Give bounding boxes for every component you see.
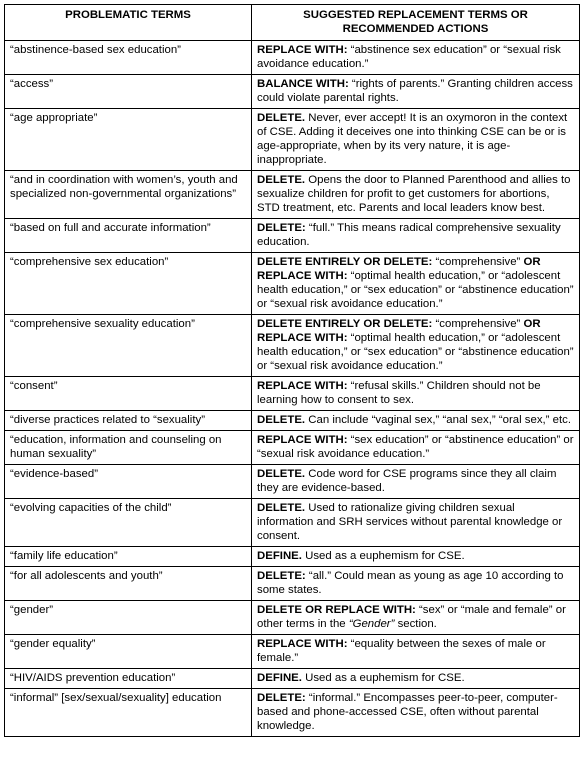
table-row — [5, 75, 580, 109]
problematic-term-cell: “education, information and counseling on human sexuality” — [5, 431, 252, 465]
terms-table-body — [5, 41, 580, 737]
table-row — [5, 635, 580, 669]
recommended-action-cell — [252, 315, 580, 377]
table-row — [5, 669, 580, 689]
action-description: “full.” This means radical comprehensive sexuality education. — [257, 222, 561, 248]
recommended-action-cell — [252, 75, 580, 109]
action-keyword: DELETE. — [257, 414, 306, 426]
action-description: “sex education” or “abstinence education” or “sexual risk avoidance education.” — [257, 434, 574, 460]
action-description: Used as a euphemism for CSE. — [301, 550, 465, 562]
action-description: “informal.” Encompasses peer-to-peer, computer-based and phone-accessed CSE, often without parental knowledge. — [257, 692, 558, 732]
header-suggested-replacements: SUGGESTED REPLACEMENT TERMS OR RECOMMENDED ACTIONS — [252, 5, 580, 41]
action-description-secondary: “optimal health education,” or “adolescent health education,” or “sex education” or “abstinence education” or “sexual risk avoidance education.” — [257, 270, 574, 310]
problematic-term-cell: “HIV/AIDS prevention education” — [5, 669, 252, 689]
problematic-term-cell: “comprehensive sexuality education” — [5, 315, 252, 377]
table-row — [5, 41, 580, 75]
action-keyword: DELETE OR REPLACE WITH: — [257, 604, 416, 616]
action-description: “abstinence sex education” or “sexual risk avoidance education.” — [257, 44, 561, 70]
action-description: Can include “vaginal sex,” “anal sex,” “oral sex,” etc. — [305, 414, 571, 426]
recommended-action-cell — [252, 547, 580, 567]
recommended-action-cell — [252, 171, 580, 219]
action-description: Opens the door to Planned Parenthood and allies to sexualize children for profit to get customers for abortions, STD treatment, etc. Parents and local leaders know best. — [257, 174, 571, 214]
action-keyword: DELETE: — [257, 570, 306, 582]
problematic-term-cell: “for all adolescents and youth” — [5, 567, 252, 601]
action-description: “refusal skills.” Children should not be learning how to consent to sex. — [257, 380, 541, 406]
action-keyword: DELETE ENTIRELY OR DELETE: — [257, 318, 433, 330]
problematic-term-cell: “informal” [sex/sexual/sexuality] education — [5, 689, 252, 737]
action-keyword: DELETE ENTIRELY OR DELETE: — [257, 256, 433, 268]
table-row — [5, 109, 580, 171]
problematic-term-cell: “abstinence-based sex education” — [5, 41, 252, 75]
recommended-action-cell — [252, 567, 580, 601]
table-row — [5, 315, 580, 377]
table-row — [5, 601, 580, 635]
action-keyword: BALANCE WITH: — [257, 78, 349, 90]
action-keyword: REPLACE WITH: — [257, 380, 348, 392]
table-row — [5, 219, 580, 253]
recommended-action-cell — [252, 689, 580, 737]
recommended-action-cell — [252, 411, 580, 431]
table-row — [5, 465, 580, 499]
action-description: “sex” or “male and female” or other terms in the — [257, 604, 566, 630]
action-keyword: REPLACE WITH: — [257, 638, 348, 650]
problematic-term-cell: “consent” — [5, 377, 252, 411]
action-keyword: DELETE. — [257, 468, 306, 480]
action-description: Used to rationalize giving children sexual information and SRH services without parental knowledge or consent. — [257, 502, 563, 542]
header-row — [5, 5, 580, 41]
action-keyword: DELETE: — [257, 692, 306, 704]
header-problematic-terms: PROBLEMATIC TERMS — [5, 5, 252, 41]
problematic-term-cell: “evidence-based” — [5, 465, 252, 499]
problematic-term-cell: “gender equality” — [5, 635, 252, 669]
action-description: “equality between the sexes of male or female.” — [257, 638, 546, 664]
action-description: “comprehensive” — [432, 256, 524, 268]
action-keyword-secondary: OR REPLACE WITH: — [257, 256, 541, 282]
action-description: Used as a euphemism for CSE. — [301, 672, 465, 684]
table-row — [5, 411, 580, 431]
recommended-action-cell — [252, 465, 580, 499]
table-row — [5, 431, 580, 465]
action-description: Code word for CSE programs since they all claim they are evidence-based. — [257, 468, 557, 494]
problematic-term-cell: “based on full and accurate information” — [5, 219, 252, 253]
problematic-term-cell: “gender” — [5, 601, 252, 635]
table-row — [5, 253, 580, 315]
problematic-term-cell: “diverse practices related to “sexuality” — [5, 411, 252, 431]
recommended-action-cell — [252, 635, 580, 669]
action-keyword-secondary: OR REPLACE WITH: — [257, 318, 541, 344]
recommended-action-cell — [252, 41, 580, 75]
action-keyword: DEFINE. — [257, 550, 302, 562]
table-row — [5, 499, 580, 547]
table-row — [5, 377, 580, 411]
action-description: “rights of parents.” Granting children access could violate parental rights. — [257, 78, 573, 104]
problematic-term-cell: “comprehensive sex education” — [5, 253, 252, 315]
recommended-action-cell — [252, 669, 580, 689]
terms-table-container — [4, 4, 579, 737]
action-keyword: DELETE. — [257, 502, 306, 514]
recommended-action-cell — [252, 377, 580, 411]
problematic-term-cell: “age appropriate” — [5, 109, 252, 171]
action-keyword: DELETE: — [257, 222, 306, 234]
table-row — [5, 567, 580, 601]
section-reference: “Gender” — [348, 618, 395, 630]
recommended-action-cell — [252, 219, 580, 253]
action-keyword: REPLACE WITH: — [257, 434, 348, 446]
table-row — [5, 171, 580, 219]
action-keyword: DEFINE. — [257, 672, 302, 684]
action-description: Never, ever accept! It is an oxymoron in the context of CSE. Adding it deceives one into thinking CSE can be or is age-appropriate, when by its very nature, it is age-inappropriate. — [257, 112, 568, 166]
problematic-term-cell: “and in coordination with women’s, youth and specialized non-governmental organizations” — [5, 171, 252, 219]
table-row — [5, 547, 580, 567]
recommended-action-cell — [252, 499, 580, 547]
recommended-action-cell — [252, 253, 580, 315]
recommended-action-cell — [252, 109, 580, 171]
action-description-secondary: section. — [394, 618, 437, 630]
table-row — [5, 689, 580, 737]
action-description: “all.” Could mean as young as age 10 according to some states. — [257, 570, 564, 596]
action-keyword: DELETE. — [257, 112, 306, 124]
action-keyword: DELETE. — [257, 174, 306, 186]
recommended-action-cell — [252, 601, 580, 635]
problematic-term-cell: “access” — [5, 75, 252, 109]
problematic-term-cell: “evolving capacities of the child” — [5, 499, 252, 547]
action-description-secondary: “optimal health education,” or “adolescent health education,” or “sex education” or “abstinence education” or “sexual risk avoidance education.” — [257, 332, 574, 372]
problematic-term-cell: “family life education” — [5, 547, 252, 567]
action-description: “comprehensive” — [432, 318, 524, 330]
terms-table — [4, 4, 580, 737]
recommended-action-cell — [252, 431, 580, 465]
action-keyword: REPLACE WITH: — [257, 44, 348, 56]
